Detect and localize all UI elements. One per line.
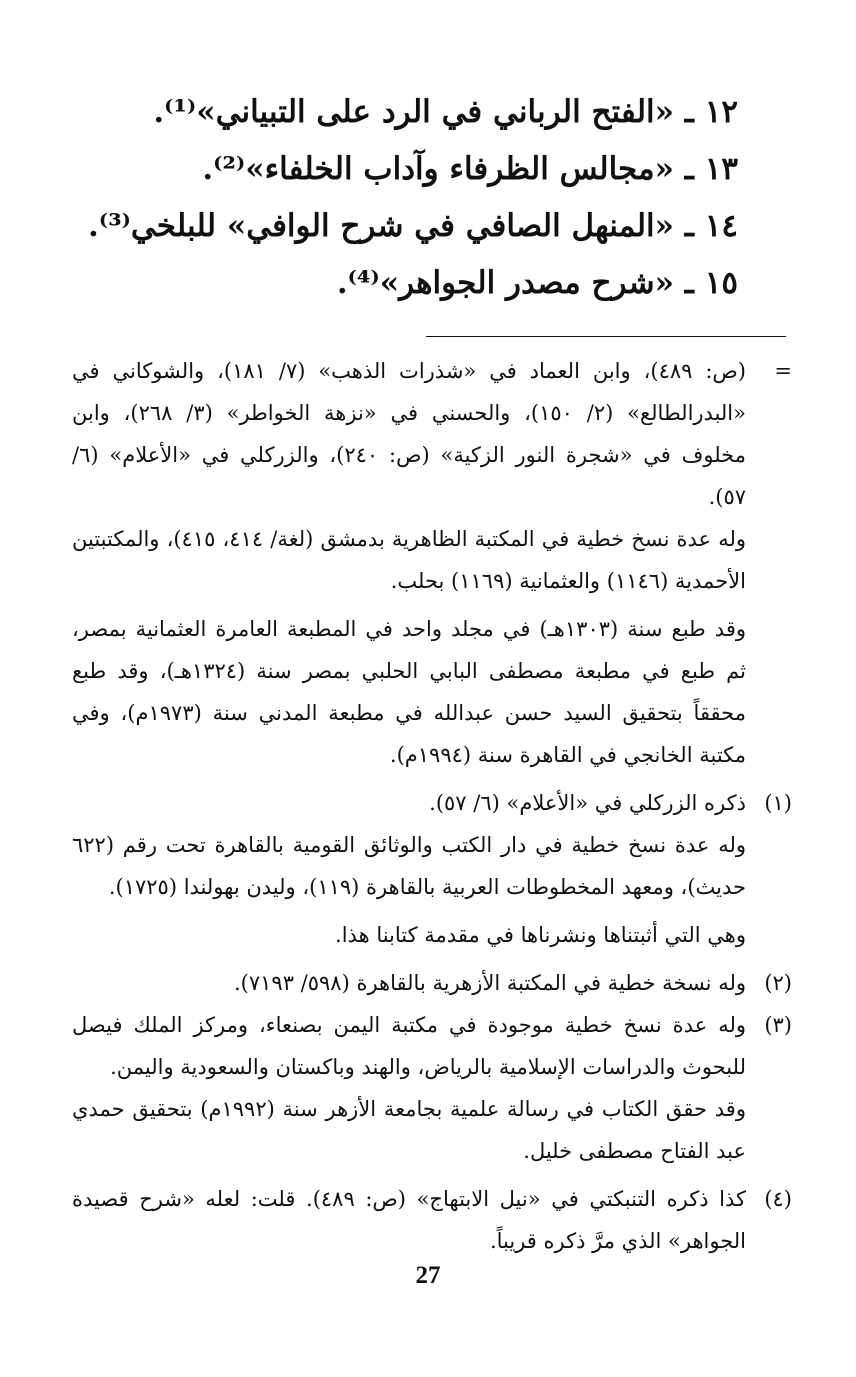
footnote-separator bbox=[426, 336, 786, 337]
footnote-paragraph: وقد حقق الكتاب في رسالة علمية بجامعة الأزهر سنة (١٩٩٢م) بتحقيق حمدي عبد الفتاح مصطفى خليل. bbox=[72, 1097, 746, 1163]
footnote-marker: (١) bbox=[764, 791, 792, 815]
footnote-text: (ص: ٤٨٩)، وابن العماد في «شذرات الذهب» (٧/ ١٨١)، والشوكاني في «البدرالطالع» (٢/ ١٥٠)، والحسني في «نزهة الخواطر» (٣/ ٢٦٨)، وابن مخلوف في «شجرة النور الزكية» (ص: ٢٤٠)، والزركلي في «الأعلام» (٦/ ٥٧). bbox=[72, 359, 746, 509]
footnotes bbox=[72, 350, 792, 1262]
footnote-marker: (٢) bbox=[764, 971, 792, 995]
footnote-paragraph: وهي التي أثبتناها ونشرناها في مقدمة كتابنا هذا. bbox=[335, 923, 746, 947]
book-title-item: ١٢ ـ «الفتح الرباني في الرد على التبياني»⁽¹⁾. bbox=[153, 94, 738, 130]
footnote-3 bbox=[72, 1004, 792, 1088]
footnote-text: وله نسخة خطية في المكتبة الأزهرية بالقاهرة (٥٩٨/ ٧١٩٣). bbox=[233, 971, 746, 995]
page-number: 27 bbox=[415, 1262, 441, 1289]
footnote-text: كذا ذكره التنبكتي في «نيل الابتهاج» (ص: ٤٨٩). قلت: لعله «شرح قصيدة الجواهر» الذي مرَّ ذكره قريباً. bbox=[72, 1187, 746, 1253]
footnote-paragraph: وله عدة نسخ خطية في المكتبة الظاهرية بدمشق (لغة/ ٤١٤، ٤١٥)، والمكتبتين الأحمدية (١١٤٦) والعثمانية (١١٦٩) بحلب. bbox=[72, 527, 747, 593]
footnote-paragraph: وله عدة نسخ خطية في دار الكتب والوثائق القومية بالقاهرة تحت رقم (٦٢٢ حديث)، ومعهد المخطوطات العربية بالقاهرة (١١٩)، وليدن بهولندا (١٧٢٥). bbox=[72, 833, 746, 899]
footnote-marker: (٤) bbox=[764, 1187, 792, 1211]
footnote-2 bbox=[72, 962, 792, 1004]
footnote-paragraph: وقد طبع سنة (١٣٠٣هـ) في مجلد واحد في المطبعة العامرة العثمانية بمصر، ثم طبع في مطبعة مصطفى البابي الحلبي بمصر سنة (١٣٢٤هـ)، وقد طبع محققاً بتحقيق السيد حسن عبدالله في مطبعة المدني سنة (١٩٧٣م)، وفي مكتبة الخانجي في القاهرة سنة (١٩٩٤م). bbox=[72, 617, 746, 767]
book-title-item: ١٥ ـ «شرح مصدر الجواهر»⁽⁴⁾. bbox=[336, 265, 738, 301]
footnote-marker: (٣) bbox=[764, 1013, 792, 1037]
footnote-text: وله عدة نسخ خطية موجودة في مكتبة اليمن بصنعاء، ومركز الملك فيصل للبحوث والدراسات الإسلامية بالرياض، والهند وباكستان والسعودية واليمن. bbox=[72, 1013, 746, 1079]
footnote-text: ذكره الزركلي في «الأعلام» (٦/ ٥٧). bbox=[429, 791, 746, 815]
book-title-item: ١٤ ـ «المنهل الصافي في شرح الوافي» للبلخي⁽³⁾. bbox=[88, 208, 738, 244]
continuation-marker: = bbox=[774, 359, 792, 383]
book-title-item: ١٣ ـ «مجالس الظرفاء وآداب الخلفاء»⁽²⁾. bbox=[202, 151, 738, 187]
footnote-continuation bbox=[72, 350, 792, 518]
footnote-1 bbox=[72, 782, 792, 824]
book-title-list bbox=[88, 84, 738, 312]
footnote-4 bbox=[72, 1178, 792, 1262]
